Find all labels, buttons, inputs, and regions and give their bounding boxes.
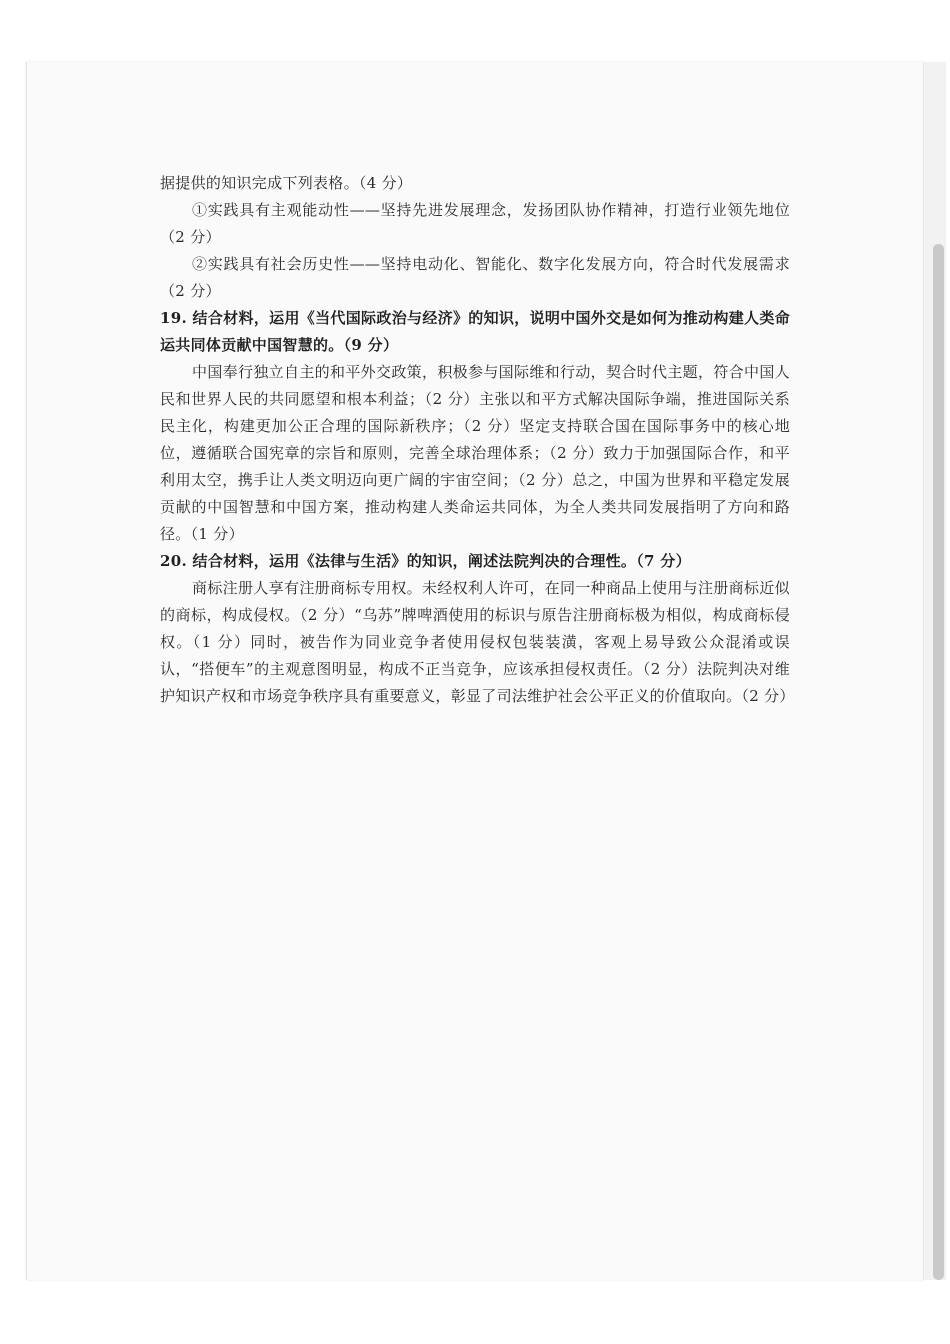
scrollbar-thumb[interactable]	[933, 244, 944, 1280]
intro-line: 据提供的知识完成下列表格。（4 分）	[160, 174, 413, 192]
question-19-title: 19. 结合材料，运用《当代国际政治与经济》的知识，说明中国外交是如何为推动构建人类命运共同体贡献中国智慧的。（9 分）	[160, 309, 790, 354]
question-20-title: 20. 结合材料，运用《法律与生活》的知识，阐述法院判决的合理性。（7 分）	[160, 552, 691, 570]
answer-item-1: ①实践具有主观能动性——坚持先进发展理念，发扬团队协作精神，打造行业领先地位（2 分）	[160, 201, 790, 246]
question-20-answer: 商标注册人享有注册商标专用权。未经权利人许可，在同一种商品上使用与注册商标近似的商标，构成侵权。（2 分）“乌苏”牌啤酒使用的标识与原告注册商标极为相似，构成商标侵权。（1 分）同时，被告作为同业竞争者使用侵权包装装潢，客观上易导致公众混淆或误认，“搭便车”的主观意图明显，构成不正当竞争，应该承担侵权责任。（2 分）法院判决对维护知识产权和市场竞争秩序具有重要意义，彰显了司法维护社会公平正义的价值取向。（2 分）	[160, 579, 795, 705]
question-19-answer: 中国奉行独立自主的和平外交政策，积极参与国际维和行动，契合时代主题，符合中国人民和世界人民的共同愿望和根本利益；（2 分）主张以和平方式解决国际争端，推进国际关系民主化，构建更加公正合理的国际新秩序；（2 分）坚定支持联合国在国际事务中的核心地位，遵循联合国宪章的宗旨和原则，完善全球治理体系；（2 分）致力于加强国际合作，和平利用太空，携手让人类文明迈向更广阔的宇宙空间；（2 分）总之，中国为世界和平稳定发展贡献的中国智慧和中国方案，推动构建人类命运共同体，为全人类共同发展指明了方向和路径。（1 分）	[160, 363, 790, 543]
answer-item-2: ②实践具有社会历史性——坚持电动化、智能化、数字化发展方向，符合时代发展需求（2 分）	[160, 255, 790, 300]
answer-content	[160, 170, 795, 710]
